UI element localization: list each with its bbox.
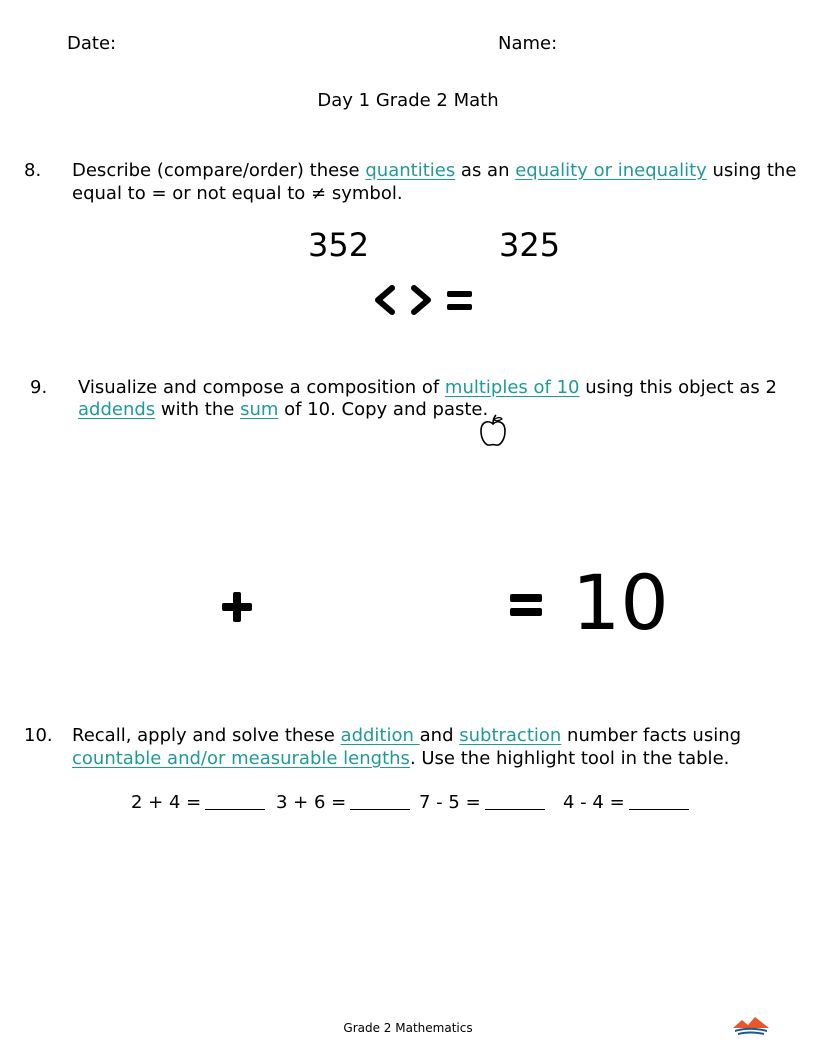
q8-text-c: using the — [706, 160, 797, 181]
page-title: Day 1 Grade 2 Math — [317, 90, 499, 111]
fact-1[interactable] — [131, 792, 265, 814]
link-sum[interactable]: sum — [240, 399, 279, 420]
mountain-logo-icon — [732, 1014, 770, 1036]
question-10-number: 10. — [24, 725, 53, 746]
question-8-number: 8. — [24, 160, 42, 181]
q10-text-c: number facts using — [561, 725, 742, 746]
q10-text-b: and — [419, 725, 460, 746]
link-subtraction[interactable]: subtraction — [459, 725, 562, 746]
question-9-line-2 — [78, 399, 488, 421]
fact-4-answer-blank[interactable] — [629, 809, 689, 810]
fact-2-text: 3 + 6 = — [276, 792, 347, 813]
link-addends[interactable]: addends — [78, 399, 156, 420]
fact-3-answer-blank[interactable] — [485, 809, 545, 810]
sum-result: 10 — [572, 558, 669, 647]
q9-text-b: using this object as 2 — [579, 377, 777, 398]
link-quantities[interactable]: quantities — [365, 160, 456, 181]
equals-symbol[interactable] — [447, 291, 472, 310]
fact-1-answer-blank[interactable] — [205, 809, 265, 810]
equals-sign — [509, 590, 543, 620]
link-equality-or-inequality[interactable]: equality or inequality — [515, 160, 707, 181]
q10-text-a: Recall, apply and solve these — [72, 725, 341, 746]
q9-text-a: Visualize and compose a composition of — [78, 377, 445, 398]
question-10-line-2 — [72, 748, 729, 770]
fact-1-text: 2 + 4 = — [131, 792, 202, 813]
less-than-symbol[interactable] — [378, 288, 392, 312]
fact-2-answer-blank[interactable] — [350, 809, 410, 810]
footer-text: Grade 2 Mathematics — [343, 1021, 473, 1035]
link-addition[interactable]: addition — [340, 725, 420, 746]
q9-text-d: of 10. Copy and paste. — [278, 399, 489, 420]
q10-text-d: . Use the highlight tool in the table. — [409, 748, 730, 769]
fact-4[interactable] — [563, 792, 689, 814]
question-8-line-2: equal to = or not equal to ≠ symbol. — [72, 183, 403, 204]
fact-3[interactable] — [419, 792, 545, 814]
q9-text-c: with the — [155, 399, 241, 420]
name-label: Name: — [498, 33, 558, 54]
question-9-number: 9. — [30, 377, 48, 398]
question-10-line-1 — [72, 725, 741, 747]
greater-than-symbol[interactable] — [414, 288, 428, 312]
q8-text-b: as an — [455, 160, 516, 181]
question-8-line-1 — [72, 160, 796, 182]
fact-3-text: 7 - 5 = — [419, 792, 481, 813]
link-multiples-of-10[interactable]: multiples of 10 — [444, 377, 580, 398]
question-9-line-1 — [78, 377, 777, 399]
fact-2[interactable] — [276, 792, 410, 814]
comparison-symbols — [370, 282, 480, 318]
plus-sign — [220, 590, 254, 624]
value-352[interactable]: 352 — [308, 226, 370, 264]
q8-text-a: Describe (compare/order) these — [72, 160, 366, 181]
link-countable-measurable-lengths[interactable]: countable and/or measurable lengths — [72, 748, 410, 769]
apple-outline-icon[interactable] — [478, 414, 508, 448]
date-label: Date: — [67, 33, 117, 54]
fact-4-text: 4 - 4 = — [563, 792, 625, 813]
value-325[interactable]: 325 — [499, 226, 561, 264]
